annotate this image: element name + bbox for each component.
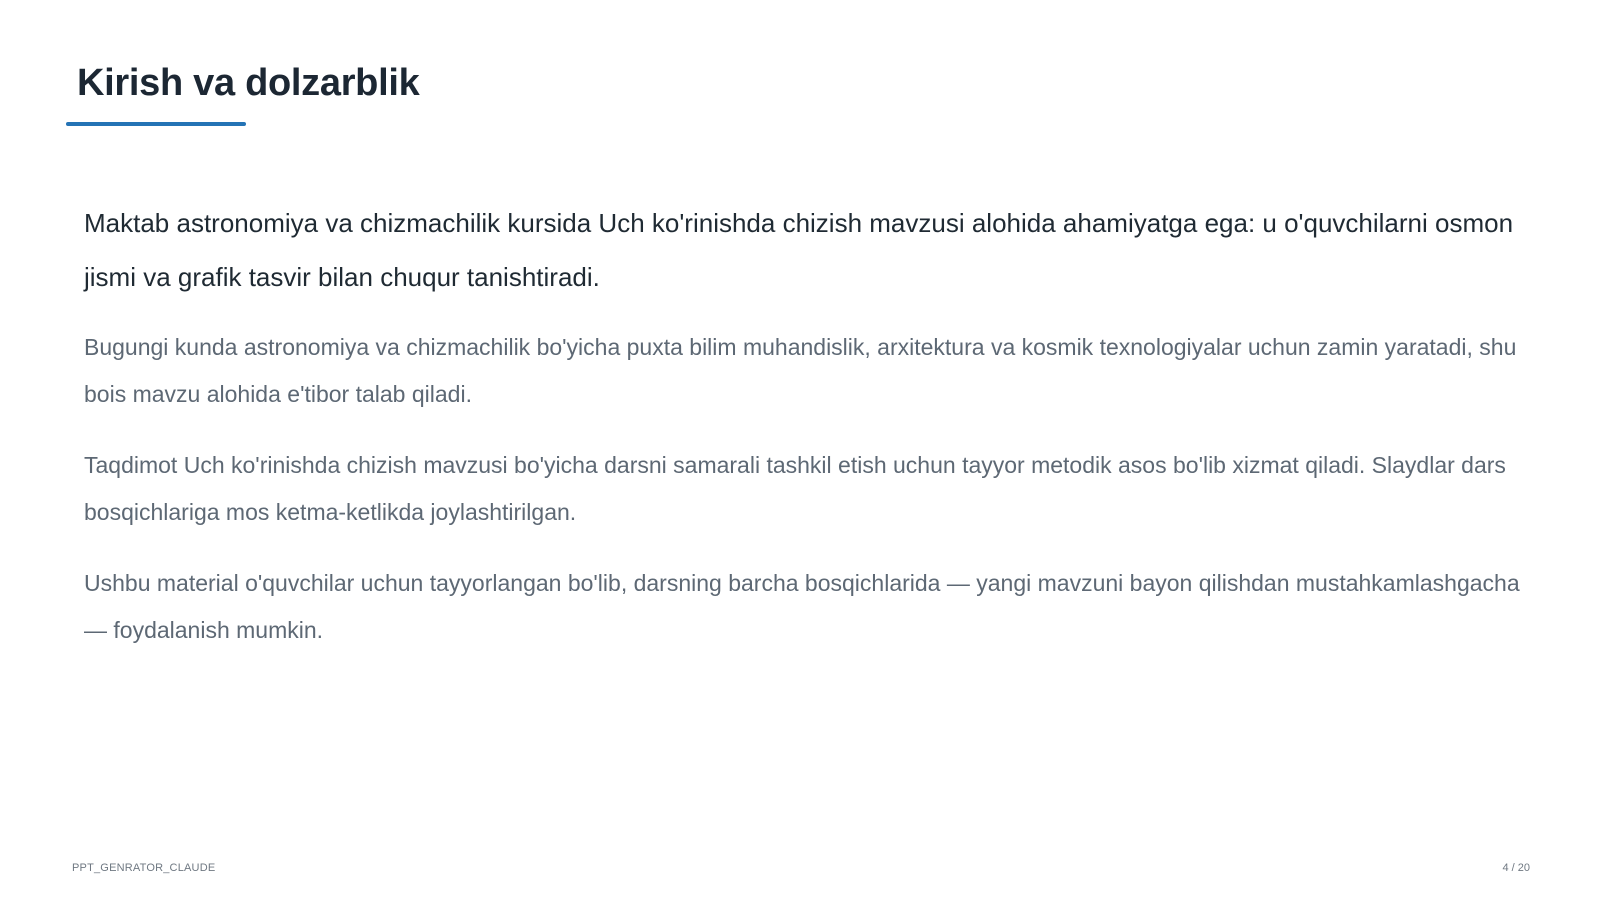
body-paragraph-3: Ushbu material o'quvchilar uchun tayyorlangan bo'lib, darsning barcha bosqichlarida — yangi mavzuni bayon qilishdan mustahkamlashgacha — foydalanish mumkin. xyxy=(84,570,1520,643)
body-paragraph-1: Bugungi kunda astronomiya va chizmachilik bo'yicha puxta bilim muhandislik, arxitektura va kosmik texnologiyalar uchun zamin yaratadi, shu bois mavzu alohida e'tibor talab qiladi. xyxy=(84,334,1517,407)
page-number: 4 / 20 xyxy=(1502,862,1530,874)
footer-source-label: PPT_GENRATOR_CLAUDE xyxy=(72,862,216,874)
slide-title: Kirish va dolzarblik xyxy=(77,62,420,104)
slide-content xyxy=(84,196,1524,678)
title-underline xyxy=(66,122,246,126)
lead-paragraph: Maktab astronomiya va chizmachilik kursida Uch ko'rinishda chizish mavzusi alohida ahamiyatga ega: u o'quvchilarni osmon jismi va grafik tasvir bilan chuqur tanishtiradi. xyxy=(84,208,1514,292)
body-paragraph-2: Taqdimot Uch ko'rinishda chizish mavzusi bo'yicha darsni samarali tashkil etish uchun tayyor metodik asos bo'lib xizmat qiladi. Slaydlar dars bosqichlariga mos ketma-ketlikda joylashtirilgan. xyxy=(84,452,1506,525)
